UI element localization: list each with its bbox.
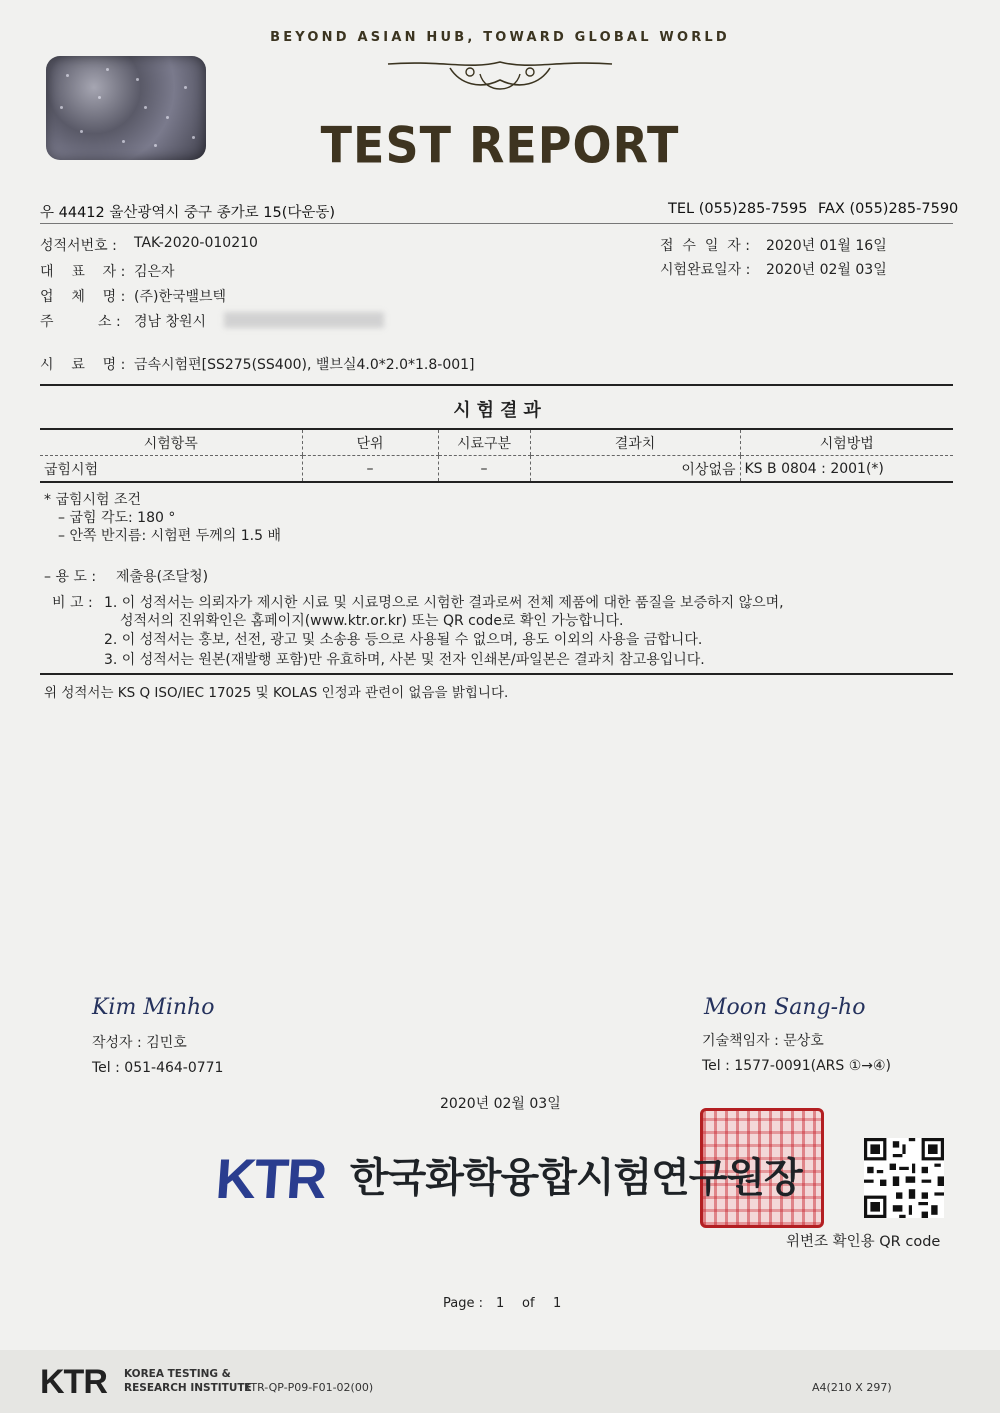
remark-1-cont: 성적서의 진위확인은 홈페이지(www.ktr.or.kr) 또는 QR code로 확인 가능합니다. [120,613,624,629]
representative-label: 대 표 자 : [40,264,126,280]
col-result: 결과치 [530,430,740,456]
remarks-label: 비 고 : [52,595,93,611]
cell-result: 이상없음 [530,456,740,483]
ornament-icon [380,50,620,102]
sample-label: 시 료 명 : [40,357,126,373]
footer-form-code: KTR-QP-P09-F01-02(00) [244,1381,374,1394]
remarks-bottom-rule [40,673,953,675]
cell-unit: – [302,456,438,483]
report-title: TEST REPORT [320,115,680,175]
qr-caption: 위변조 확인용 QR code [786,1234,941,1250]
usage-value: 제출용(조달청) [116,569,209,585]
condition-angle: – 굽힘 각도: 180 ° [58,510,176,526]
page-current: 1 [496,1296,505,1311]
footer-paper-size: A4(210 X 297) [812,1381,892,1394]
client-address: 경남 창원시 [134,314,207,330]
writer-tel: Tel : 051-464-0771 [92,1060,224,1076]
redacted-address [224,312,384,328]
report-no: TAK-2020-010210 [134,235,258,251]
representative: 김은자 [134,264,175,280]
results-table [40,430,953,483]
col-method: 시험방법 [740,430,953,456]
tech-signature: Moon Sang-ho [704,995,866,1020]
issue-date: 2020년 02월 03일 [440,1096,561,1112]
institute-address: 우 44412 울산광역시 중구 종가로 15(다운동) [40,205,336,221]
sample-name: 금속시험편[SS275(SS400), 밸브실4.0*2.0*1.8-001] [134,357,475,373]
writer-name: 작성자 : 김민호 [92,1035,187,1051]
received-label: 접 수 일 자 : [660,238,750,254]
cell-test-item: 굽힘시험 [40,456,302,483]
report-no-label: 성적서번호 : [40,238,117,254]
footer-line2: RESEARCH INSTITUTE [124,1382,252,1394]
address-label: 주 소 : [40,314,121,330]
results-top-rule [40,384,953,386]
cell-method: KS B 0804 : 2001(*) [740,456,953,483]
page-total: 1 [553,1296,562,1311]
remark-2: 2. 이 성적서는 홍보, 선전, 광고 및 소송용 등으로 사용될 수 없으며, 용도 이외의 사용을 금합니다. [104,632,703,648]
qr-code-icon [864,1138,944,1218]
conditions-heading: * 굽힘시험 조건 [44,492,142,508]
col-test-item: 시험항목 [40,430,302,456]
institute-fax: FAX (055)285-7590 [818,201,959,217]
footer-line1: KOREA TESTING & [124,1368,231,1380]
col-sample-type: 시료구분 [438,430,530,456]
institute-tel: TEL (055)285-7595 [668,201,808,217]
received-date: 2020년 01월 16일 [766,238,887,254]
page-of: of [522,1296,535,1311]
completed-date: 2020년 02월 03일 [766,262,887,278]
remark-3: 3. 이 성적서는 원본(재발행 포함)만 유효하며, 사본 및 전자 인쇄본/파일본은 결과치 참고용입니다. [104,652,705,668]
company: (주)한국밸브텍 [134,289,227,305]
completed-label: 시험완료일자 : [660,262,751,278]
header-divider [40,223,953,224]
footer-ktr-logo: KTR [40,1363,107,1401]
page-label: Page : [443,1296,483,1311]
issuer-name: 한국화학융합시험연구원장 [350,1155,802,1201]
remark-1: 1. 이 성적서는 의뢰자가 제시한 시료 및 시료명으로 시험한 결과로써 전체 제품에 대한 품질을 보증하지 않으며, [104,595,784,611]
table-row [40,456,953,483]
cell-sample-type: – [438,456,530,483]
condition-radius: – 안쪽 반지름: 시험편 두께의 1.5 배 [58,528,281,544]
tagline: BEYOND ASIAN HUB, TOWARD GLOBAL WORLD [270,30,730,45]
kolas-note: 위 성적서는 KS Q ISO/IEC 17025 및 KOLAS 인정과 관련이 없음을 밝힙니다. [44,685,509,701]
results-title: 시험결과 [453,400,547,421]
tech-manager: 기술책임자 : 문상호 [702,1033,824,1049]
writer-signature: Kim Minho [92,995,215,1020]
col-unit: 단위 [302,430,438,456]
usage-label: – 용 도 : [44,569,97,585]
tech-tel: Tel : 1577-0091(ARS ①→④) [702,1058,891,1074]
ktr-logo: KTR [213,1147,328,1210]
company-label: 업 체 명 : [40,289,126,305]
